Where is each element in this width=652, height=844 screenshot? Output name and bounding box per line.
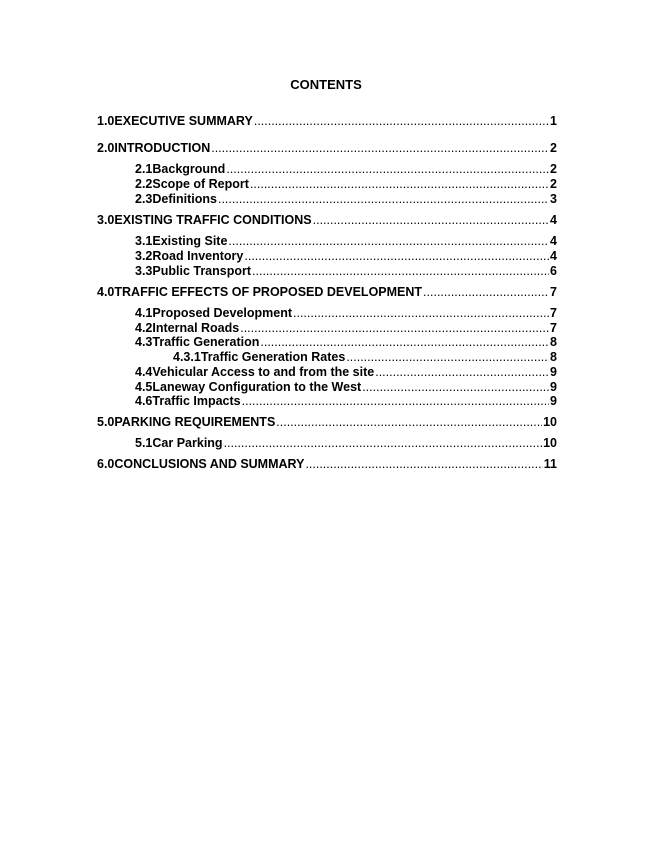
toc-number: 4.4 <box>135 365 153 379</box>
dot-leader <box>375 365 549 380</box>
toc-title: Car Parking <box>152 436 223 450</box>
dot-leader <box>276 415 542 430</box>
toc-number: 6.0 <box>97 457 115 471</box>
toc-page-number: 2 <box>550 141 557 155</box>
toc-page-number: 4 <box>550 234 557 248</box>
dot-leader <box>293 306 549 321</box>
toc-title: EXISTING TRAFFIC CONDITIONS <box>114 213 312 227</box>
dot-leader <box>226 162 549 177</box>
toc-page-number: 9 <box>550 365 557 379</box>
toc-number: 4.3 <box>135 335 153 349</box>
toc-number: 2.0 <box>97 141 115 155</box>
toc-title: Traffic Generation <box>152 335 260 349</box>
dot-leader <box>252 264 549 279</box>
toc-number: 4.0 <box>97 285 115 299</box>
toc-entry-2-1[interactable] <box>135 162 557 177</box>
toc-page-number: 7 <box>550 285 557 299</box>
dot-leader <box>228 234 549 249</box>
dot-leader <box>260 335 549 350</box>
toc-entry-2-0[interactable] <box>97 141 557 156</box>
toc-number: 3.2 <box>135 249 153 263</box>
toc-title: Road Inventory <box>152 249 244 263</box>
dot-leader <box>244 249 549 264</box>
toc-title: Vehicular Access to and from the site <box>152 365 375 379</box>
dot-leader <box>224 436 543 451</box>
toc-page-number: 4 <box>550 213 557 227</box>
toc-page-number: 8 <box>550 335 557 349</box>
toc-page-number: 11 <box>543 457 557 471</box>
toc-title: CONCLUSIONS AND SUMMARY <box>114 457 305 471</box>
toc-entry-4-3[interactable] <box>135 335 557 350</box>
toc-title: Traffic Generation Rates <box>200 350 346 364</box>
dot-leader <box>242 394 549 409</box>
toc-page-number: 2 <box>550 162 557 176</box>
toc-title: Public Transport <box>152 264 252 278</box>
toc-page-number: 4 <box>550 249 557 263</box>
toc-entry-6-0[interactable] <box>97 457 557 472</box>
toc-number: 2.1 <box>135 162 153 176</box>
toc-number: 5.0 <box>97 415 115 429</box>
toc-title: Existing Site <box>152 234 228 248</box>
contents-heading: CONTENTS <box>290 77 362 92</box>
toc-number: 3.3 <box>135 264 153 278</box>
toc-number: 2.3 <box>135 192 153 206</box>
toc-title: Proposed Development <box>152 306 293 320</box>
toc-title: Traffic Impacts <box>152 394 241 408</box>
toc-number: 4.6 <box>135 394 153 408</box>
toc-page-number: 1 <box>550 114 557 128</box>
toc-entry-4-5[interactable] <box>135 380 557 395</box>
toc-number: 2.2 <box>135 177 153 191</box>
toc-entry-3-1[interactable] <box>135 234 557 249</box>
toc-page-number: 9 <box>550 380 557 394</box>
dot-leader <box>362 380 549 395</box>
dot-leader <box>346 350 549 365</box>
dot-leader <box>240 321 549 336</box>
toc-title: TRAFFIC EFFECTS OF PROPOSED DEVELOPMENT <box>114 285 423 299</box>
toc-title: Internal Roads <box>152 321 240 335</box>
dot-leader <box>313 213 549 228</box>
toc-number: 5.1 <box>135 436 153 450</box>
toc-page-number: 7 <box>550 321 557 335</box>
toc-title: EXECUTIVE SUMMARY <box>114 114 253 128</box>
toc-title: PARKING REQUIREMENTS <box>114 415 276 429</box>
toc-title: Scope of Report <box>152 177 249 191</box>
toc-number: 4.1 <box>135 306 153 320</box>
toc-title: Laneway Configuration to the West <box>152 380 362 394</box>
toc-entry-4-4[interactable] <box>135 365 557 380</box>
toc-number: 3.0 <box>97 213 115 227</box>
toc-page-number: 6 <box>550 264 557 278</box>
toc-number: 1.0 <box>97 114 115 128</box>
toc-title: Background <box>152 162 226 176</box>
toc-page-number: 9 <box>550 394 557 408</box>
toc-entry-2-2[interactable] <box>135 177 557 192</box>
toc-entry-5-1[interactable] <box>135 436 557 451</box>
toc-entry-4-0[interactable] <box>97 285 557 300</box>
toc-page-number: 7 <box>550 306 557 320</box>
toc-entry-3-0[interactable] <box>97 213 557 228</box>
dot-leader <box>423 285 549 300</box>
toc-number: 4.5 <box>135 380 153 394</box>
toc-entry-4-6[interactable] <box>135 394 557 409</box>
toc-page-number: 3 <box>550 192 557 206</box>
toc-entry-4-3-1[interactable] <box>173 350 557 365</box>
toc-page-number: 8 <box>550 350 557 364</box>
dot-leader <box>250 177 549 192</box>
dot-leader <box>211 141 549 156</box>
toc-page-number: 2 <box>550 177 557 191</box>
toc-page-number: 10 <box>543 415 557 429</box>
toc-entry-5-0[interactable] <box>97 415 557 430</box>
toc-title: Definitions <box>152 192 217 206</box>
dot-leader <box>218 192 549 207</box>
toc-entry-2-3[interactable] <box>135 192 557 207</box>
toc-entry-4-2[interactable] <box>135 321 557 336</box>
dot-leader <box>305 457 542 472</box>
toc-entry-4-1[interactable] <box>135 306 557 321</box>
dot-leader <box>254 114 549 129</box>
toc-entry-3-2[interactable] <box>135 249 557 264</box>
toc-entry-1-0[interactable] <box>97 114 557 129</box>
toc-number: 3.1 <box>135 234 153 248</box>
toc-page-number: 10 <box>543 436 557 450</box>
toc-title: INTRODUCTION <box>114 141 211 155</box>
toc-number: 4.2 <box>135 321 153 335</box>
toc-entry-3-3[interactable] <box>135 264 557 279</box>
toc-number: 4.3.1 <box>173 350 201 364</box>
